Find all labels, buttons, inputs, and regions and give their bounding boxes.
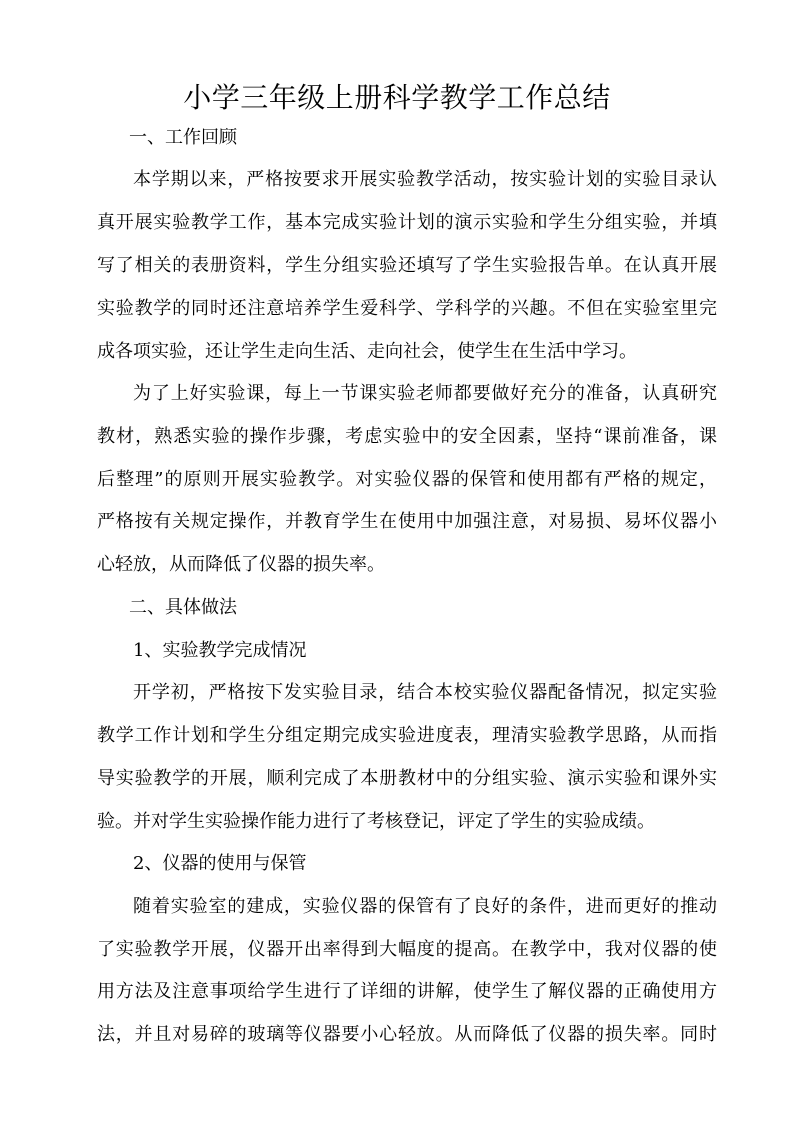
paragraph-line: 开学初，严格按下发实验目录，结合本校实验仪器配备情况，拟定实验 — [133, 682, 717, 703]
section-heading-work-review: 一、工作回顾 — [129, 127, 237, 148]
paragraph-line: 心轻放，从而降低了仪器的损失率。 — [97, 554, 385, 575]
paragraph-line: 为了上好实验课，每上一节课实验老师都要做好充分的准备，认真研究 — [133, 383, 717, 404]
paragraph-line: 教学工作计划和学生分组定期完成实验进度表，理清实验教学思路，从而指 — [97, 725, 717, 746]
paragraph-line: 教材，熟悉实验的操作步骤，考虑实验中的安全因素，坚持“课前准备，课 — [97, 426, 717, 447]
paragraph-line: 导实验教学的开展，顺利完成了本册教材中的分组实验、演示实验和课外实 — [97, 768, 717, 789]
paragraph-line: 后整理”的原则开展实验教学。对实验仪器的保管和使用都有严格的规定， — [97, 469, 717, 490]
paragraph-line: 真开展实验教学工作，基本完成实验计划的演示实验和学生分组实验，并填 — [97, 212, 717, 233]
paragraph-line: 严格按有关规定操作，并教育学生在使用中加强注意，对易损、易坏仪器小 — [97, 511, 717, 532]
document-title: 小学三年级上册科学教学工作总结 — [183, 81, 611, 114]
paragraph-line: 随着实验室的建成，实验仪器的保管有了良好的条件，进而更好的推动 — [133, 896, 717, 917]
subsection-heading-instrument-use: 2、仪器的使用与保管 — [133, 853, 307, 874]
section-heading-specific-methods: 二、具体做法 — [129, 597, 237, 618]
subsection-heading-completion: 1、实验教学完成情况 — [133, 640, 307, 661]
paragraph-line: 成各项实验，还让学生走向生活、走向社会，使学生在生活中学习。 — [97, 341, 637, 362]
paragraph-line: 写了相关的表册资料，学生分组实验还填写了学生实验报告单。在认真开展 — [97, 255, 717, 276]
paragraph-line: 验。并对学生实验操作能力进行了考核登记，评定了学生的实验成绩。 — [97, 811, 655, 832]
paragraph-line: 用方法及注意事项给学生进行了详细的讲解，使学生了解仪器的正确使用方 — [97, 981, 717, 1002]
paragraph-line: 本学期以来，严格按要求开展实验教学活动，按实验计划的实验目录认 — [133, 169, 717, 190]
paragraph-line: 实验教学的同时还注意培养学生爱科学、学科学的兴趣。不但在实验室里完 — [97, 298, 717, 319]
paragraph-line: 法，并且对易碎的玻璃等仪器要小心轻放。从而降低了仪器的损失率。同时 — [97, 1024, 717, 1045]
paragraph-line: 了实验教学开展，仪器开出率得到大幅度的提高。在教学中，我对仪器的使 — [97, 939, 717, 960]
